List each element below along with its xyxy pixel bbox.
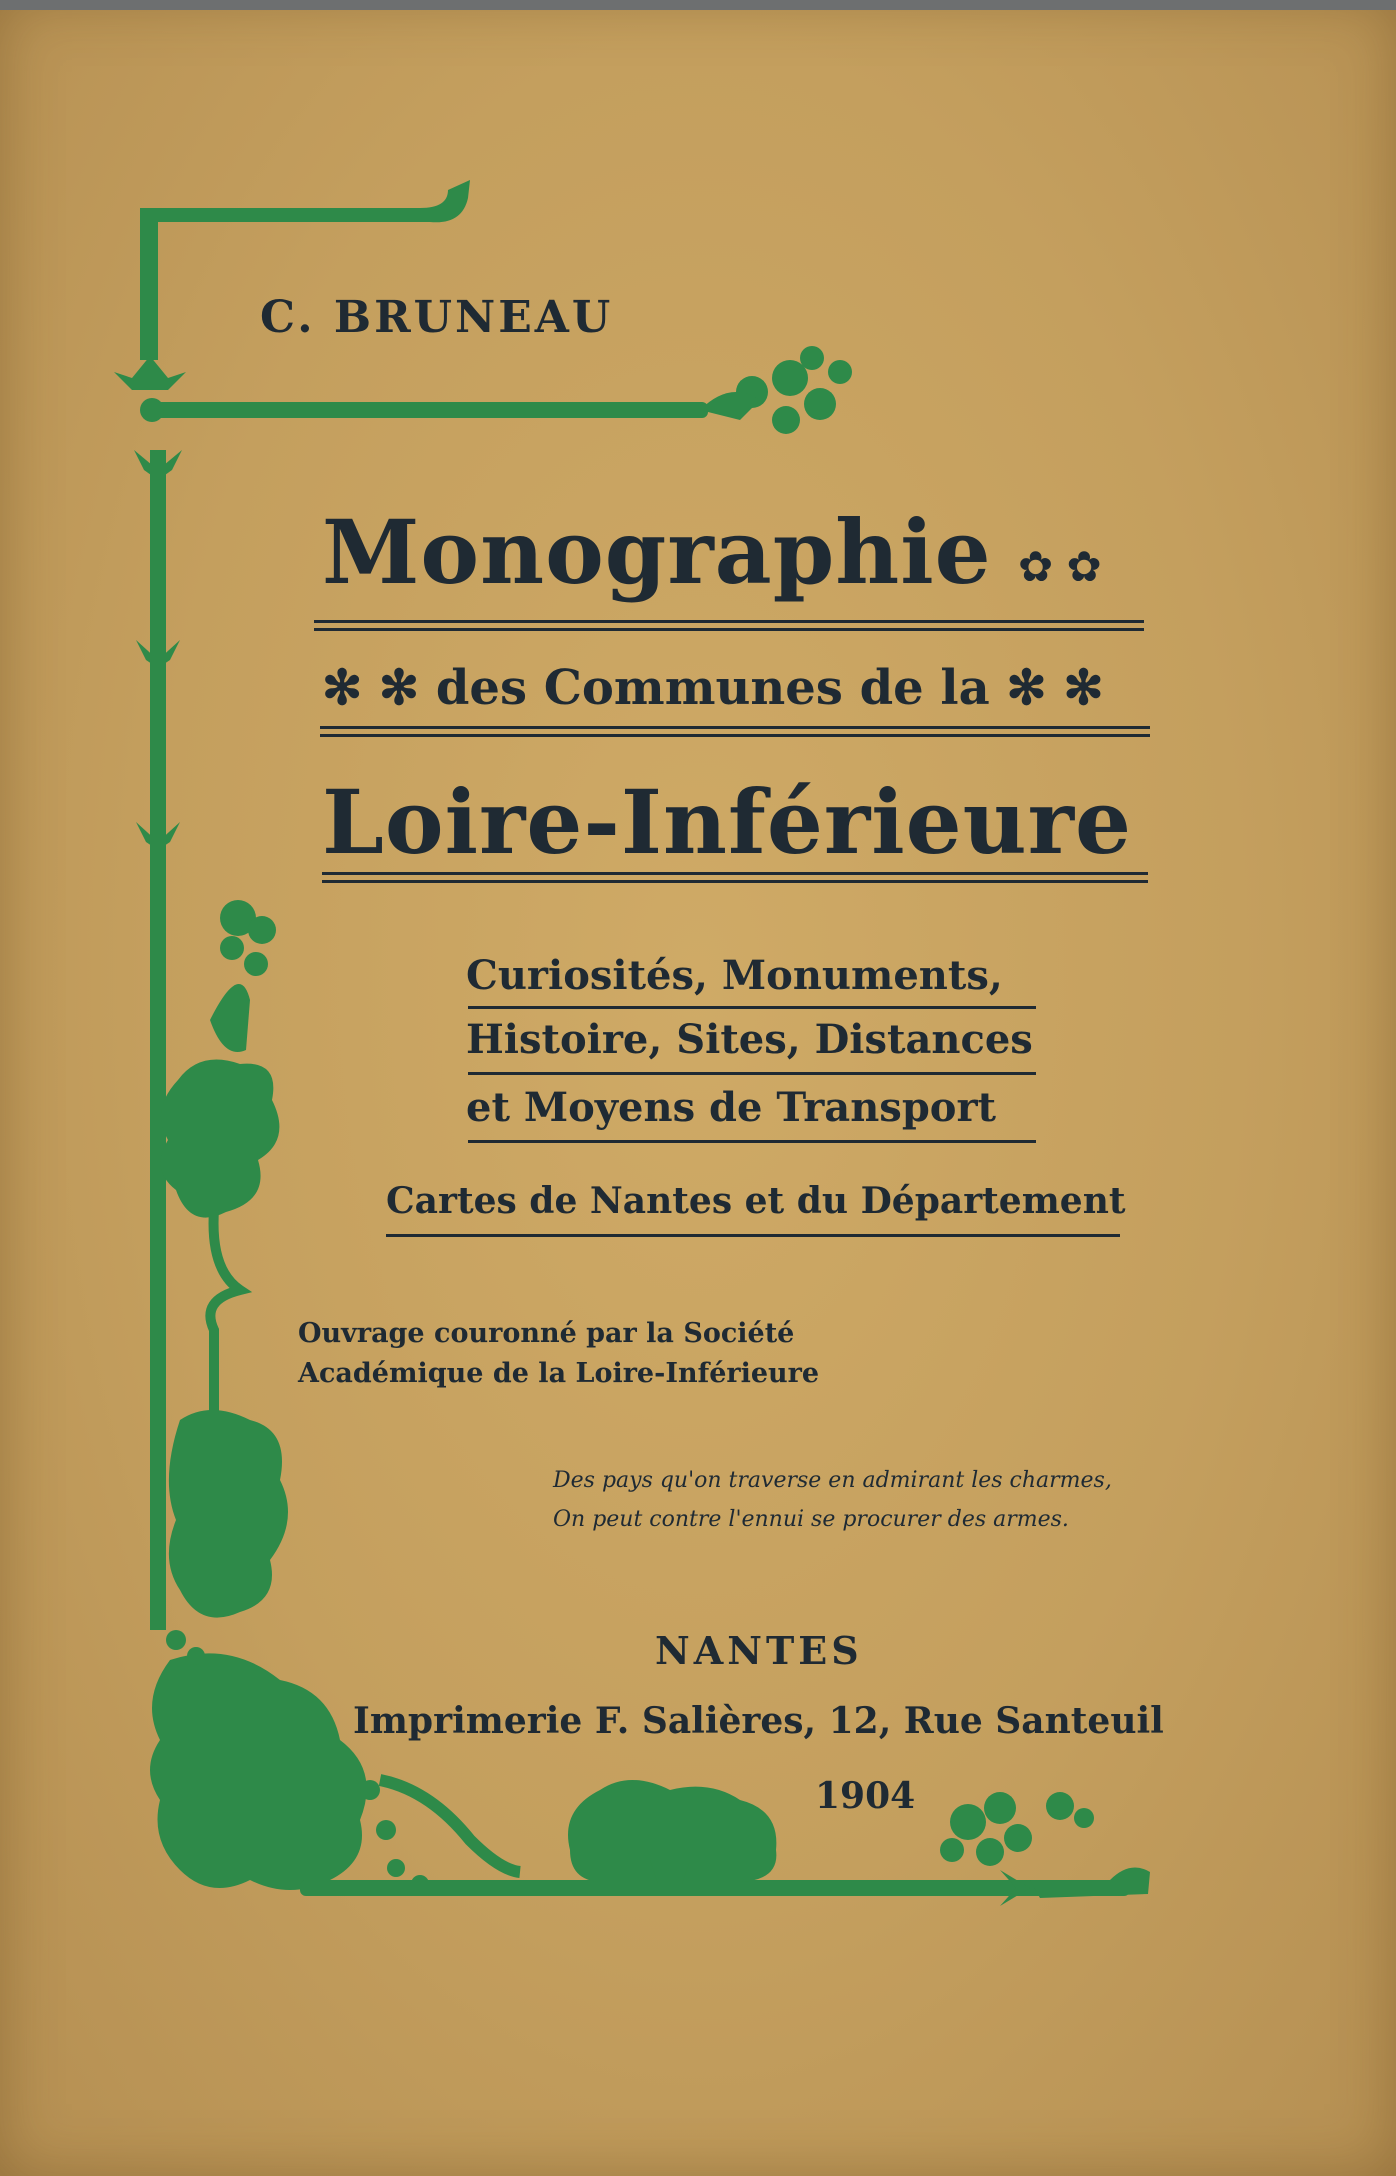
floral-rosette-icon: ✿ ✿	[1018, 542, 1102, 591]
printer-address: Imprimerie F. Salières, 12, Rue Santeuil	[353, 1700, 1164, 1742]
title-rule-2	[314, 628, 1144, 631]
region-title: Loire-Inférieure	[322, 770, 1132, 874]
corner-swirl	[380, 1780, 520, 1872]
leaf-cluster-1	[161, 1060, 280, 1218]
topic-rule	[468, 1072, 1036, 1075]
climbing-flower-icon	[210, 900, 276, 1052]
maps-line: Cartes de Nantes et du Département	[386, 1180, 1126, 1222]
book-title: Monographie	[322, 500, 992, 604]
epigraph-line: Des pays qu'on traverse en admirant les charmes,	[553, 1468, 1112, 1493]
curled-stem	[210, 1210, 240, 1420]
publisher-city: NANTES	[655, 1628, 863, 1673]
award-line: Ouvrage couronné par la Société	[298, 1318, 795, 1349]
top-flower-icon	[700, 346, 852, 434]
corner-foliage	[150, 1653, 367, 1890]
topic-rule	[468, 1006, 1036, 1009]
publication-year: 1904	[815, 1775, 916, 1817]
leaf-cluster-2	[169, 1410, 288, 1618]
subtitle: ✻ ✻ des Communes de la ✻ ✻	[322, 660, 1104, 716]
maps-rule	[386, 1234, 1120, 1237]
subtitle-rule-1	[320, 726, 1150, 729]
topic-line: et Moyens de Transport	[466, 1084, 997, 1131]
author-name: C. BRUNEAU	[260, 292, 614, 343]
bottom-flower-icon	[940, 1792, 1094, 1866]
bottom-bar	[300, 1880, 1130, 1896]
title-rule-1	[314, 620, 1144, 623]
region-rule-2	[322, 880, 1148, 883]
epigraph-line: On peut contre l'ennui se procurer des armes.	[553, 1507, 1069, 1532]
award-line: Académique de la Loire-Inférieure	[298, 1358, 820, 1389]
topic-line: Curiosités, Monuments,	[466, 952, 1003, 999]
topic-rule	[468, 1140, 1036, 1143]
region-rule-1	[322, 872, 1148, 875]
left-stem	[150, 450, 166, 1630]
second-bar	[148, 402, 708, 418]
bottom-hook	[1030, 1868, 1150, 1899]
topic-line: Histoire, Sites, Distances	[466, 1016, 1033, 1063]
top-bud	[114, 356, 186, 390]
subtitle-rule-2	[320, 734, 1150, 737]
